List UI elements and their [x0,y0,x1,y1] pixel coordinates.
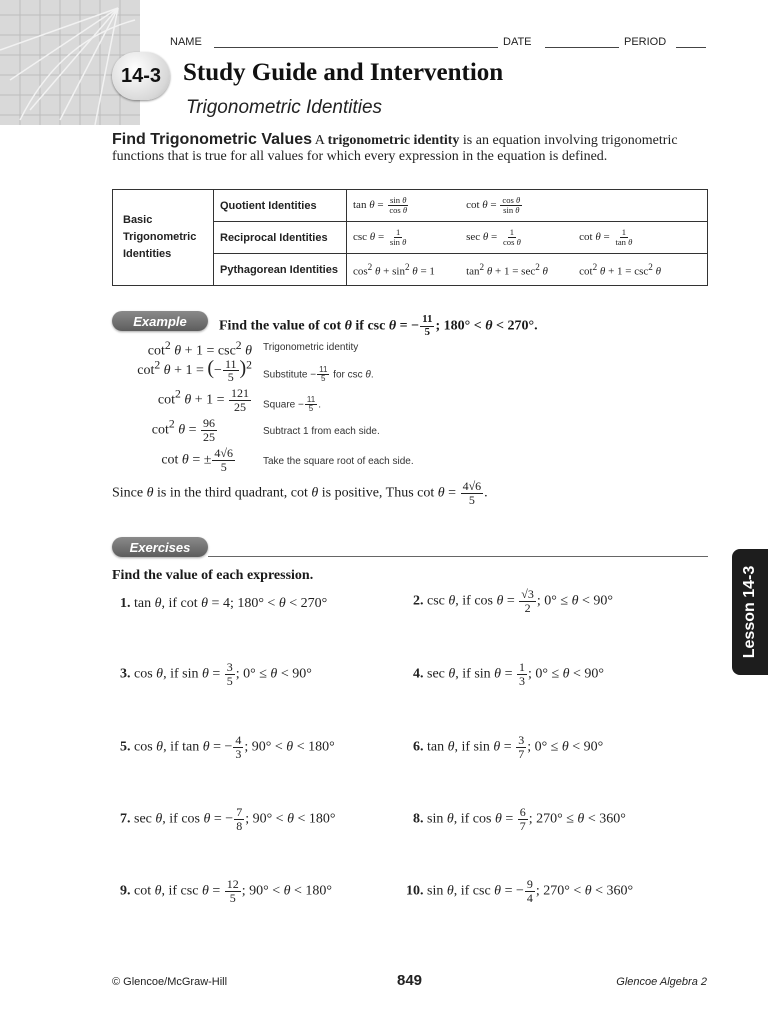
exercises-divider [208,556,708,557]
example-step-3: $\cot^2 \theta + 1$ = $\frac{121}{25}$ [157,386,249,414]
example-conclusion: Since θ is in the third quadrant, cot θ is positive, Thus cot θ = $\frac{4√6}{5}$ . [112,479,488,507]
intro-text-b: is an equation involving trigonometric functions that is true for all values for which every expression in the equation is defined. [112,133,678,164]
section-heading: Find Trigonometric Values [112,131,313,148]
pythagorean-identities-label: Pythagorean Identities [214,254,347,286]
quotient-identities-formulas: tan θ = $\frac{\text{sin θ}}{\text{cos θ}}$ cot θ = $\frac{\text{cos θ}}{\text{sin θ}}$ [347,190,708,222]
intro-paragraph [112,132,712,165]
intro-text-a: A [312,133,328,148]
exercise-4: 4. sec θ, if sin θ = $\frac{1}{3}$ ; 0° ≤ θ < 90° [413,660,605,688]
page-subtitle: Trigonometric Identities [186,97,383,118]
exercise-10: 10. sin θ, if csc θ = − $\frac{9}{4}$ ; 270° < θ < 360° [406,877,634,905]
footer-copyright: © Glencoe/McGraw-Hill [112,976,228,988]
exercises-instruction: Find the value of each expression. [112,568,314,583]
reciprocal-identities-formulas: csc θ = $\frac{1}{\text{sin θ}}$ sec θ = $\frac{1}{\text{cos θ}}$ cot θ = $\frac{1}{\text{tan θ}}$ [347,222,708,254]
period-field[interactable] [676,47,706,48]
identities-group-label: Basic Trigonometric Identities [113,190,214,286]
reciprocal-identities-label: Reciprocal Identities [214,222,347,254]
name-label: NAME [170,36,202,48]
exercise-1: 1. tan θ, if cot θ = 4; 180° < θ < 270° [120,596,328,611]
example-note-4: Subtract 1 from each side. [263,426,380,437]
example-note-3: Square − $\frac{11}{5}$ . [263,395,321,414]
page-title: Study Guide and Intervention [183,59,504,86]
example-step-2: $\cot^2 \theta + 1$ = (− $\frac{11}{5}$ )$^2$ [137,356,252,385]
exercise-8: 8. sin θ, if cos θ = $\frac{6}{7}$ ; 270° ≤ θ < 360° [413,805,626,833]
exercise-5: 5. cos θ, if tan θ = − $\frac{4}{3}$ ; 90° < θ < 180° [120,733,335,761]
lesson-badge: 14-3 [112,52,170,100]
example-note-5: Take the square root of each side. [263,456,414,467]
date-label: DATE [503,36,532,48]
period-label: PERIOD [624,36,667,48]
example-step-5: cot θ = ± $\frac{4√6}{5}$ [161,446,233,474]
exercise-9: 9. cot θ, if csc θ = $\frac{12}{5}$ ; 90° < θ < 180° [120,877,333,905]
lesson-side-tab-label: Lesson 14-3 [741,565,758,659]
intro-term: trigonometric identity [327,133,460,148]
date-field[interactable] [545,47,619,48]
pythagorean-identities-formulas: $\cos^2 \theta + \sin^2 \theta = 1$ $\tan^2 \theta + 1 = \sec^2 \theta$ $\cot^2 \theta + 1 = \csc^2 \theta$ [347,254,708,286]
exercise-6: 6. tan θ, if sin θ = $\frac{3}{7}$ ; 0° ≤ θ < 90° [413,733,604,761]
lesson-side-tab [732,549,768,675]
exercise-2: 2. csc θ, if cos θ = $\frac{√3}{2}$ ; 0° ≤ θ < 90° [413,587,613,615]
footer-book-title: Glencoe Algebra 2 [616,976,707,988]
example-note-1: Trigonometric identity [263,342,359,353]
exercises-tag: Exercises [112,537,208,557]
name-field[interactable] [214,47,498,48]
exercise-7: 7. sec θ, if cos θ = − $\frac{7}{8}$ ; 90° < θ < 180° [120,805,336,833]
example-note-2: Substitute − $\frac{11}{5}$ for csc θ. [263,365,374,384]
exercise-3: 3. cos θ, if sin θ = $\frac{3}{5}$ ; 0° ≤ θ < 90° [120,660,312,688]
identities-table [112,189,708,286]
example-tag: Example [112,311,208,331]
example-problem: Find the value of cot θ if csc θ = − $\frac{11}{5}$ ; 180° < θ < 270°. [219,313,538,338]
page-number: 849 [397,972,423,989]
example-step-4: $\cot^2 \theta$ = $\frac{96}{25}$ [151,416,215,444]
quotient-identities-label: Quotient Identities [214,190,347,222]
